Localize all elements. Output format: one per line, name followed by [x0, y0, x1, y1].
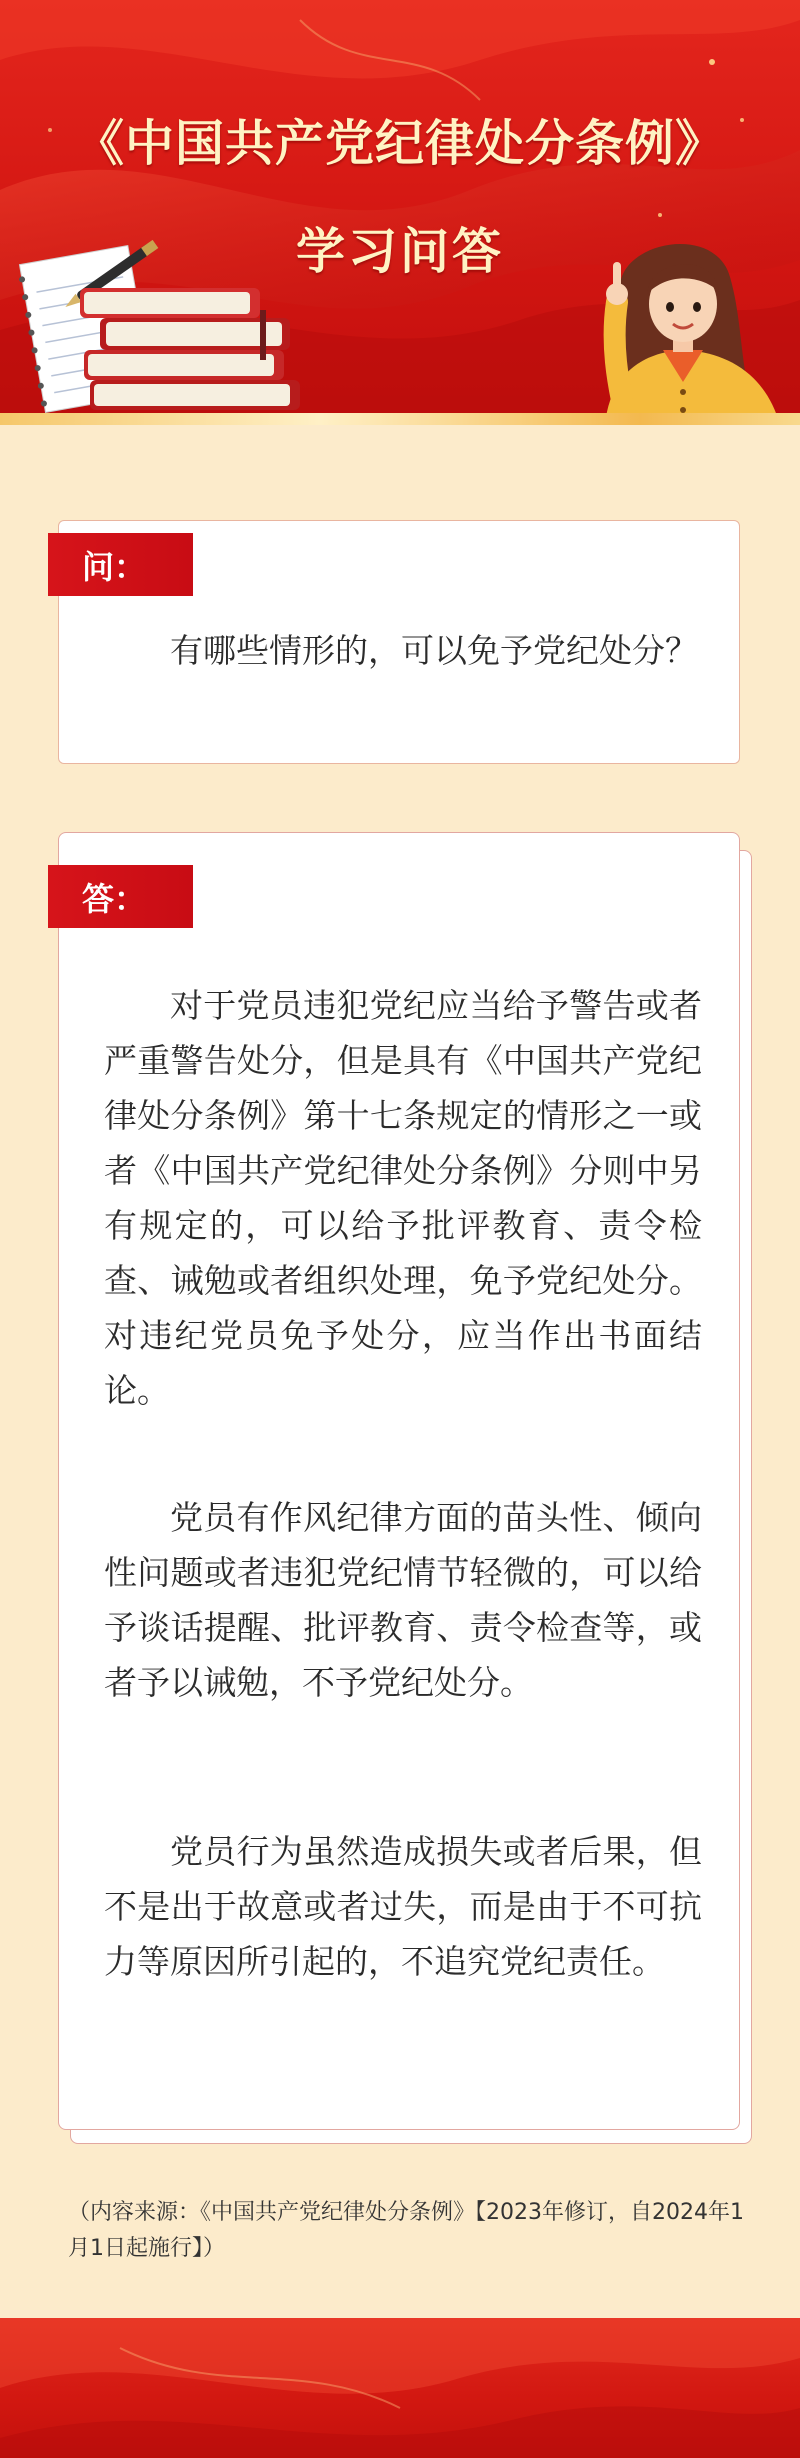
answer-paragraph-2: 党员有作风纪律方面的苗头性、倾向性问题或者违犯党纪情节轻微的，可以给予谈话提醒、批评教育、责令检查等，或者予以诫勉，不予党纪处分。 [104, 1498, 702, 1702]
footer-silk-wave [0, 2318, 800, 2458]
header-gold-strip [0, 413, 800, 425]
teacher-girl-illustration [565, 232, 800, 425]
books-illustration [10, 230, 310, 420]
question-text: 有哪些情形的，可以免予党纪处分？ [170, 631, 698, 670]
page-title: 《中国共产党纪律处分条例》 [74, 115, 725, 172]
answer-tag: 答： [48, 865, 193, 928]
answer-paragraph-3: 党员行为虽然造成损失或者后果，但不是出于故意或者过失，而是由于不可抗力等原因所引起的，不追究党纪责任。 [104, 1832, 702, 1981]
header-banner [0, 0, 800, 425]
answer-paragraph-1: 对于党员违犯党纪应当给予警告或者严重警告处分，但是具有《中国共产党纪律处分条例》第十七条规定的情形之一或者《中国共产党纪律处分条例》分则中另有规定的，可以给予批评教育、责令检查、诫勉或者组织处理，免予党纪处分。对违纪党员免予处分，应当作出书面结论。 [104, 986, 702, 1410]
page-subtitle: 学习问答 [295, 223, 504, 280]
question-tag: 问： [48, 533, 193, 596]
source-note: （内容来源：《中国共产党纪律处分条例》【2023年修订，自2024年1月1日起施行】） [68, 2200, 744, 2261]
footer-banner [0, 2318, 800, 2458]
